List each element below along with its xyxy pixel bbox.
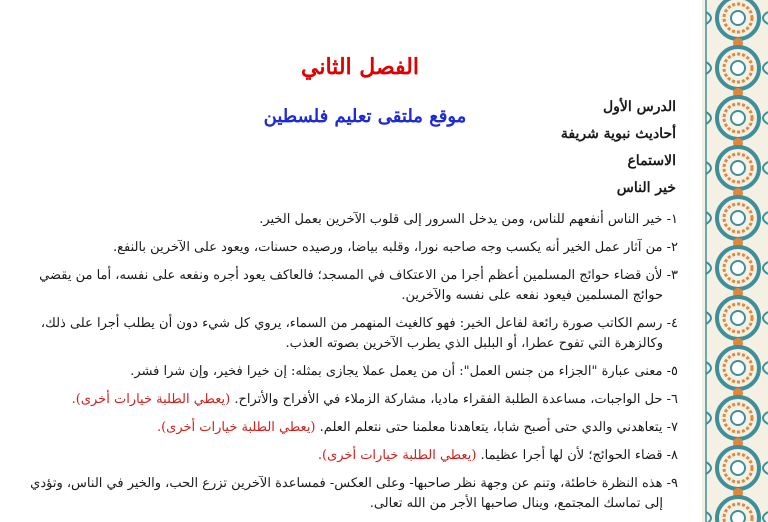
item-text: قضاء الحوائج؛ لأن لها أجرا عظيما.	[480, 448, 663, 463]
lesson-meta	[561, 94, 676, 202]
ornament-shape	[731, 211, 745, 225]
list-item	[18, 362, 678, 382]
ornament-shape	[763, 12, 768, 24]
answer-list	[18, 210, 678, 522]
item-number: ٧-	[666, 420, 678, 435]
item-text: هذه النظرة خاطئة، وتنم عن وجهة نظر صاحبها- وعلى العكس- فمساعدة الآخرين تزرع الحب، والخير في الناس، وتؤدي	[30, 476, 663, 491]
item-text: لأن قضاء حوائج المسلمين أعظم أجرا من الاعتكاف في المسجد؛ فالعاكف يعود أجره ونفعه على نفسه، أما من يقضي	[39, 268, 663, 283]
ornament-shape	[763, 62, 768, 74]
item-note: (يعطي الطلبة خيارات أخرى).	[317, 448, 477, 463]
ornament-shape	[731, 411, 745, 425]
item-number: ٩-	[666, 476, 678, 491]
ornament-shape	[731, 311, 745, 325]
list-item	[18, 474, 678, 514]
list-item	[18, 446, 678, 466]
ornament-shape	[763, 112, 768, 124]
lesson-topic: خير الناس	[616, 180, 676, 196]
item-text: من آثار عمل الخير أنه يكسب وجه صاحبه نورا، وقلبه بياضا، ورصيده حسنات، ويعود على الآخرين بالنفع.	[112, 240, 663, 255]
ornament-shape	[731, 61, 745, 75]
ornament-shape	[731, 111, 745, 125]
ornament-shape	[731, 161, 745, 175]
ornament-shape	[763, 412, 768, 424]
item-text: رسم الكاتب صورة رائعة لفاعل الخير: فهو كالغيث المنهمر من السماء، يروي كل شيء دون أن يطلب أجرا على ذلك،	[40, 316, 663, 331]
item-number: ٥-	[666, 364, 678, 379]
lesson-subject: أحاديث نبوية شريفة	[560, 126, 676, 142]
item-note: (يعطي الطلبة خيارات أخرى).	[71, 392, 231, 407]
item-text: معنى عبارة "الجزاء من جنس العمل": أن من يعمل عملا يجازى بمثله: إن خيرا فخير، وإن شرا فشر.	[130, 364, 663, 379]
ornament-shape	[731, 11, 745, 25]
ornament-shape	[763, 262, 768, 274]
item-number: ٨-	[666, 448, 678, 463]
site-title: موقع ملتقى تعليم فلسطين	[263, 106, 467, 127]
item-text: يتعاهدني والدي حتى أصبح شابا، يتعاهدنا معلمنا حتى نتعلم العلم.	[319, 420, 663, 435]
list-item	[18, 238, 678, 258]
item-number: ٣-	[666, 268, 678, 283]
item-number: ٦-	[666, 392, 678, 407]
ornament-shape	[763, 212, 768, 224]
ornament-shape	[763, 162, 768, 174]
ornament-shape	[763, 462, 768, 474]
item-number: ٤-	[666, 316, 678, 331]
item-continuation: وكالزهرة التي تفوح عطرا، أو البلبل الذي يطرب الآخرين بصوته العذب.	[285, 336, 663, 351]
ornament-shape	[731, 261, 745, 275]
list-item	[18, 314, 678, 354]
ornament-shape	[763, 362, 768, 374]
item-number: ١-	[666, 212, 678, 227]
ornament-shape	[731, 461, 745, 475]
item-text: حل الواجبات، مساعدة الطلبة الفقراء ماديا، مشاركة الزملاء في الأفراح والأتراح.	[234, 392, 663, 407]
item-continuation: حوائج المسلمين فيعود نفعه على نفسه والآخرين.	[401, 288, 663, 303]
lesson-number: الدرس الأول	[602, 99, 676, 115]
ornament-shape	[763, 312, 768, 324]
ornament-pattern-icon	[702, 0, 768, 522]
item-text: خير الناس أنفعهم للناس، ومن يدخل السرور إلى قلوب الآخرين بعمل الخير.	[259, 212, 663, 227]
list-item	[18, 266, 678, 306]
list-item	[18, 210, 678, 230]
item-number: ٢-	[666, 240, 678, 255]
item-continuation: إلى تماسك المجتمع، وينال صاحبها الأجر من الله تعالى.	[369, 496, 663, 511]
item-note: (يعطي الطلبة خيارات أخرى).	[156, 420, 316, 435]
ornament-shape	[731, 361, 745, 375]
ornament-shape	[763, 512, 768, 522]
ornamental-border	[702, 0, 768, 522]
chapter-title: الفصل الثاني	[301, 54, 419, 80]
lesson-section: الاستماع	[627, 153, 676, 169]
list-item	[18, 390, 678, 410]
list-item	[18, 418, 678, 438]
ornament-shape	[731, 511, 745, 522]
